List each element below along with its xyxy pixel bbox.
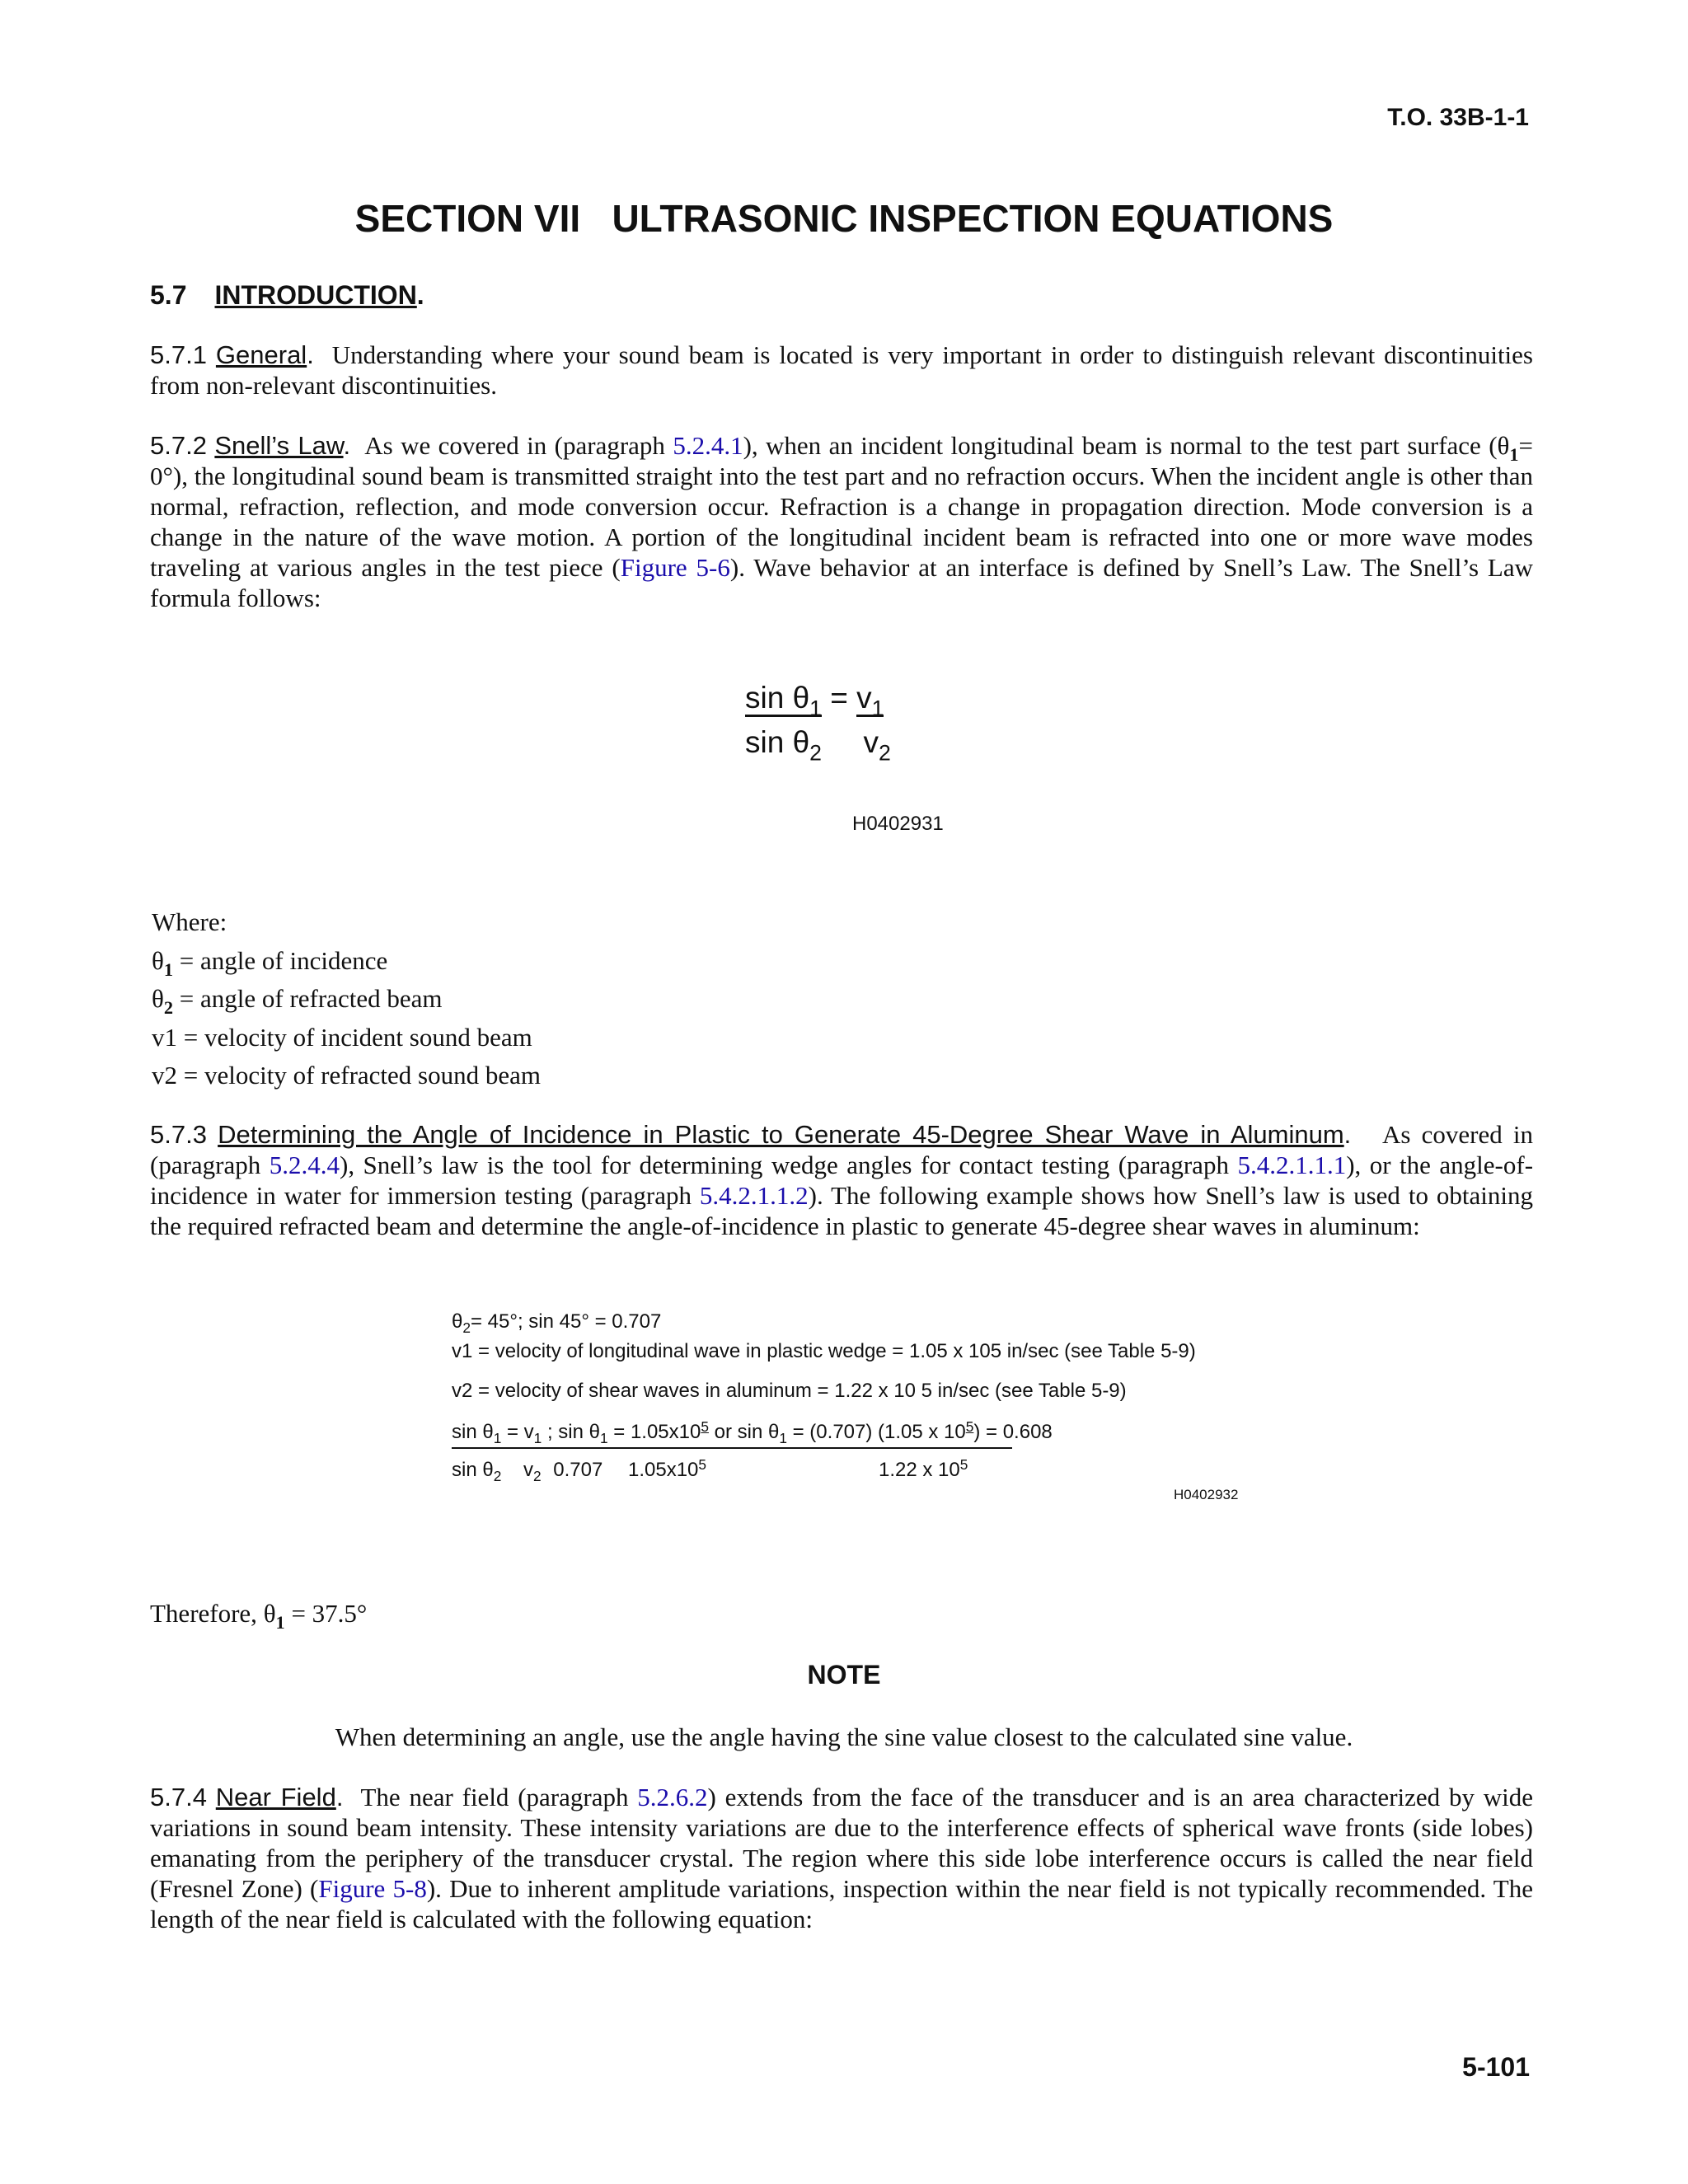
paragraph-5-7-1: 5.7.1 General. Understanding where your sound beam is located is very important in order to distinguish relevant discontinuities from non-relevant discontinuities. <box>150 340 1533 400</box>
figure-id-1: H0402931 <box>852 813 944 835</box>
where-item: v1 = velocity of incident sound beam <box>152 1022 532 1052</box>
numerator-v: v <box>856 681 872 715</box>
numerator-v-sub: 1 <box>871 696 884 721</box>
note-heading: NOTE <box>807 1660 881 1690</box>
p573-text-3: ), or the angle-of-incidence in water for immersion testing (paragraph <box>150 1151 1534 1210</box>
p573-number: 5.7.3 <box>150 1120 207 1149</box>
p573-text-4: ). The following example shows how Snell’s law is used to obtaining the required refracted beam and determine the angle-of-incidence in plastic to generate 45-degree shear waves in aluminum: <box>150 1181 1533 1240</box>
where-item: $\theta_2$ = angle of refracted beam <box>152 984 443 1018</box>
intro-heading: 5.7 INTRODUCTION. <box>150 280 424 310</box>
p572-sub: 1 <box>1509 443 1519 465</box>
link-5-2-4-1[interactable]: 5.2.4.1 <box>673 431 743 460</box>
p574-title: Near Field <box>215 1783 336 1811</box>
paragraph-5-7-2: 5.7.2 Snell’s Law. As we covered in (paragraph 5.2.4.1), when an incident longitudinal beam is normal to the test part surface $(\theta_1= 0^\circ)$, the longitudinal sound beam is transmitted straight into the test part and no refraction occurs. When the incident angle is other than normal, refraction, reflection, and mode conversion occur. Refraction is a change in propagation direction. Mode conversion is a change in the nature of the wave motion. A portion of the longitudinal incident beam is refracted into one or more wave modes traveling at various angles in the test piece (Figure 5-6). Wave behavior at an interface is defined by Snell’s Law. The Snell’s Law formula follows: <box>150 431 1534 612</box>
p572-text-2: ), when an incident longitudinal beam is normal to the test part surface (θ <box>743 431 1510 460</box>
where-item: v2 = velocity of refracted sound beam <box>152 1061 541 1090</box>
paragraph-5-7-4: 5.7.4 Near Field. The near field (paragraph 5.2.6.2) extends from the face of the transducer and is an area characterized by wide variations in sound beam intensity. These intensity variations are due to the interference effects of spherical wave fronts (side lobes) emanating from the periphery of the transducer crystal. The region where this side lobe interference occurs is called the near field (Fresnel Zone) (Figure 5-8). Due to inherent amplitude variations, inspection within the near field is not typically recommended. The length of the near field is calculated with the following equation: <box>150 1783 1534 1933</box>
example-line-3: v2 = velocity of shear waves in aluminum = 1.22 x 10 5 in/sec (see Table 5-9) <box>452 1380 1127 1402</box>
example-denominator-right: 1.22 x $10^5$ <box>879 1456 968 1481</box>
p574-number: 5.7.4 <box>150 1783 207 1811</box>
p573-text-1: As covered in (paragraph <box>150 1120 1533 1179</box>
formula-numerator <box>745 676 891 720</box>
where-item: $\theta_1$ = angle of incidence <box>152 945 388 980</box>
p573-title: Determining the Angle of Incidence in Plastic to Generate 45-Degree Shear Wave in Aluminum <box>218 1120 1344 1149</box>
denominator-v: v <box>863 725 879 759</box>
example-line-1: $\theta_2= 45^\circ$; sin 45° = 0.707 <box>452 1310 662 1337</box>
page-number: 5-101 <box>1462 2052 1530 2082</box>
p572-text-4: ). Wave behavior at an interface is defined by Snell’s Law. The Snell’s Law formula follows: <box>150 553 1533 612</box>
note-text: When determining an angle, use the angle having the sine value closest to the calculated sine value. <box>335 1722 1353 1751</box>
p574-text-3: ). Due to inherent amplitude variations, inspection within the near field is not typically recommended. The length of the near field is calculated with the following equation: <box>150 1874 1533 1933</box>
link-5-4-2-1-1-2[interactable]: 5.4.2.1.1.2 <box>699 1181 809 1210</box>
snell-formula <box>745 676 891 765</box>
p572-number: 5.7.2 <box>150 431 207 460</box>
formula-denominator <box>745 720 891 765</box>
p572-title: Snell’s Law <box>214 431 344 460</box>
p571-title: General <box>215 340 307 369</box>
denominator-v-sub: 2 <box>879 740 891 766</box>
paragraph-5-7-3: 5.7.3 Determining the Angle of Incidence in Plastic to Generate 45-Degree Shear Wave in Aluminum. As covered in (paragraph 5.2.4.4), Snell’s law is the tool for determining wedge angles for contact testing (paragraph 5.4.2.1.1.1), or the angle-of-incidence in water for immersion testing (paragraph 5.4.2.1.1.2). The following example shows how Snell’s law is used to obtaining the required refracted beam and determine the angle-of-incidence in plastic to generate 45-degree shear waves in aluminum: <box>150 1120 1534 1240</box>
p574-text-2: ) extends from the face of the transducer and is an area characterized by wide variations in sound beam intensity. These intensity variations are due to the interference effects of spherical wave fronts (side lobes) emanating from the periphery of the transducer crystal. The region where this side lobe interference occurs is called the near field (Fresnel Zone) ( <box>150 1783 1534 1903</box>
example-equation: $\sin \theta_1 = v_1$ ; $\sin \theta_1 = 1.05x10^5$ or $\sin \theta_1 = (0.707)$ (1.05 x $10^5) = 0.608$ <box>452 1421 1012 1449</box>
p573-text-2: ), Snell’s law is the tool for determining wedge angles for contact testing (paragraph <box>340 1151 1238 1179</box>
example-denominator: $\sin \theta_2$ $v_2$ 0.707 $1.05x10^5$ <box>452 1456 707 1485</box>
formula-equals: = <box>830 681 848 715</box>
numerator-sin-theta: sin θ <box>745 681 810 715</box>
figure-id-2: H0402932 <box>1174 1487 1239 1502</box>
where-block <box>152 903 541 1095</box>
p572-text-3: = 0°), the longitudinal sound beam is transmitted straight into the test part and no refraction occurs. When the incident angle is other than normal, refraction, reflection, and mode conversion occur. Refraction is a change in propagation direction. Mode conversion is a change in the nature of the wave motion. A portion of the longitudinal incident beam is refracted into one or more wave modes traveling at various angles in the test piece ( <box>150 431 1534 582</box>
document-id: T.O. 33B-1-1 <box>1387 104 1529 131</box>
therefore-line: Therefore, $\theta_1 = 37.5^\circ$ <box>150 1599 368 1633</box>
intro-number: 5.7 <box>150 280 187 310</box>
intro-title: INTRODUCTION <box>214 280 417 310</box>
p574-text-1: The near field (paragraph <box>360 1783 638 1811</box>
p571-number: 5.7.1 <box>150 340 207 369</box>
denominator-sub: 2 <box>809 740 822 766</box>
where-heading: Where: <box>152 907 227 936</box>
link-5-2-4-4[interactable]: 5.2.4.4 <box>269 1151 340 1179</box>
link-5-4-2-1-1-1[interactable]: 5.4.2.1.1.1 <box>1237 1151 1347 1179</box>
example-line-2: v1 = velocity of longitudinal wave in plastic wedge = 1.05 x 105 in/sec (see Table 5-9) <box>452 1340 1196 1362</box>
denominator-sin-theta: sin θ <box>745 725 810 759</box>
p571-text: Understanding where your sound beam is located is very important in order to distinguish relevant discontinuities from non-relevant discontinuities. <box>150 340 1533 400</box>
p572-text-1: As we covered in (paragraph <box>364 431 673 460</box>
section-title: SECTION VII ULTRASONIC INSPECTION EQUATIONS <box>354 197 1334 240</box>
link-figure-5-6[interactable]: Figure 5-6 <box>620 553 730 582</box>
link-figure-5-8[interactable]: Figure 5-8 <box>318 1874 427 1903</box>
numerator-sub: 1 <box>809 696 822 721</box>
link-5-2-6-2[interactable]: 5.2.6.2 <box>637 1783 708 1811</box>
